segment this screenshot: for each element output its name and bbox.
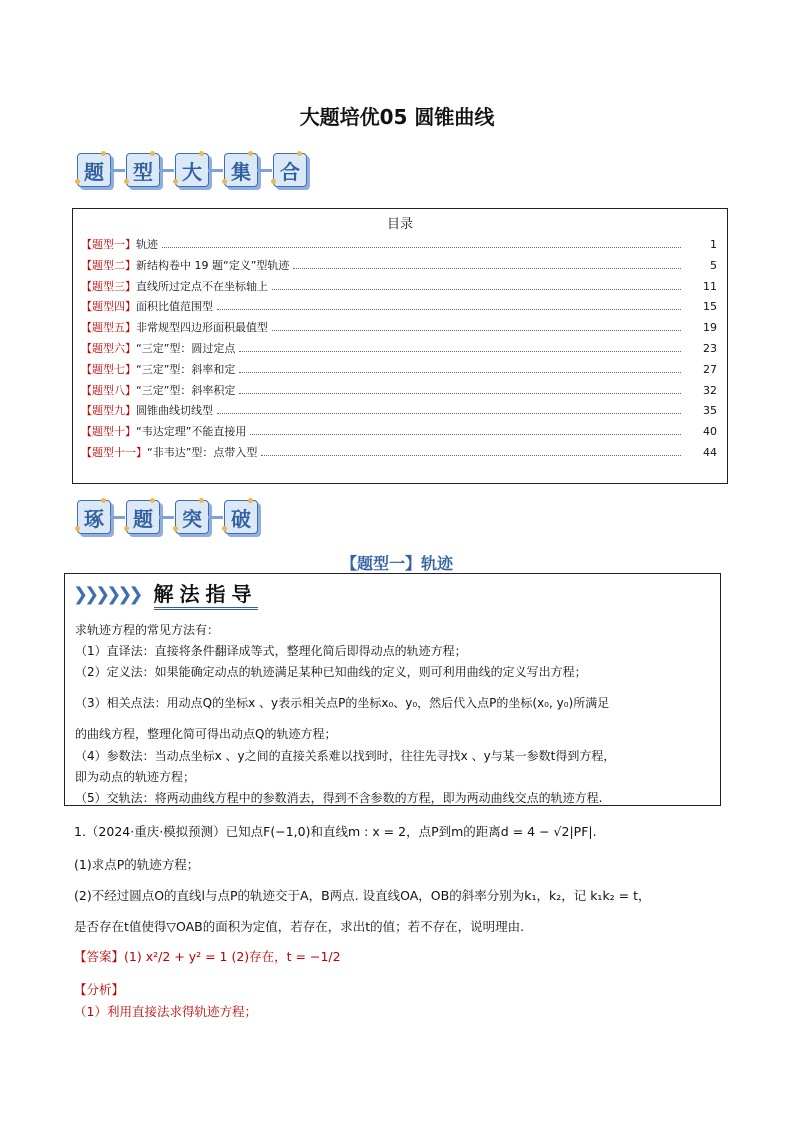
toc-row[interactable] [73, 340, 727, 361]
toc-page: 1 [710, 238, 717, 251]
toc-text: “非韦达”型：点带入型 [147, 445, 258, 459]
banner-char: 突 [182, 506, 202, 531]
toc-row[interactable] [73, 298, 727, 319]
toc-text: 新结构卷中 19 题“定义”型轨迹 [136, 258, 290, 272]
banner-char: 型 [133, 159, 153, 184]
toc-label: 【题型一】 [81, 238, 136, 251]
question-part-2a: (2)不经过圆点O的直线l与点P的轨迹交于A，B两点. 设直线OA，OB的斜率分别为k₁，k₂，记 k₁k₂ = t， [74, 888, 651, 903]
banner-tile [77, 500, 111, 534]
analysis-step-1: （1）利用直接法求得轨迹方程； [74, 1004, 257, 1019]
banner-char: 集 [231, 159, 251, 184]
section-title: 【题型一】轨迹 [340, 554, 453, 573]
banner-char: 题 [133, 506, 153, 531]
toc-row[interactable] [73, 319, 727, 340]
banner-tile [224, 153, 258, 187]
toc-leader [239, 393, 681, 394]
toc-leader [261, 455, 681, 456]
guide-method-3b: 的曲线方程，整理化简可得出动点Q的轨迹方程； [75, 727, 337, 741]
question-part-2b: 是否存在t值使得▽OAB的面积为定值，若存在，求出t的值；若不存在，说明理由. [74, 919, 525, 934]
banner-tile [273, 153, 307, 187]
toc-leader [239, 372, 681, 373]
toc-row[interactable] [73, 444, 727, 465]
toc-page: 5 [710, 258, 717, 272]
toc-leader [239, 351, 681, 352]
guide-intro: 求轨迹方程的常见方法有： [75, 623, 220, 637]
toc-text: “三定”型：圆过定点 [136, 341, 236, 355]
guide-header [65, 574, 720, 614]
banner-tile [175, 500, 209, 534]
guide-method-4b: 即为动点的轨迹方程； [75, 770, 196, 784]
toc-text: 轨迹 [136, 238, 158, 251]
page-title: 大题培优05 圆锥曲线 [299, 105, 495, 129]
toc-page: 32 [703, 383, 717, 397]
guide-method-2: （2）定义法：如果能确定动点的轨迹满足某种已知曲线的定义，则可利用曲线的定义写出方程； [75, 665, 587, 679]
guide-method-5: （5）交轨法：将两动曲线方程中的参数消去，得到不含参数的方程，即为两动曲线交点的轨迹方程. [75, 791, 603, 805]
toc-page: 11 [703, 279, 717, 293]
toc-page: 40 [703, 425, 717, 439]
toc-row[interactable] [73, 257, 727, 278]
toc-leader [162, 247, 681, 248]
toc-label: 【题型五】 [81, 321, 136, 335]
banner-tile [126, 153, 160, 187]
analysis-label-text: 【分析】 [74, 982, 125, 997]
answer-line [74, 947, 341, 965]
toc-page: 19 [703, 321, 717, 335]
banner-char: 题 [84, 159, 104, 184]
banner-tile [175, 153, 209, 187]
toc-leader [217, 413, 681, 414]
answer-label: 【答案】 [74, 949, 125, 964]
guide-method-1: （1）直译法：直接将条件翻译成等式，整理化简后即得动点的轨迹方程； [75, 644, 467, 658]
toc-label: 【题型三】 [81, 279, 136, 293]
toc-label: 【题型八】 [81, 383, 136, 397]
toc-row[interactable] [73, 402, 727, 423]
toc-text: “三定”型：斜率和定 [136, 362, 236, 376]
toc-row[interactable] [73, 382, 727, 403]
chevrons-icon: ❯❯❯❯❯❯ [73, 583, 140, 605]
toc-row[interactable] [73, 278, 727, 299]
toc-heading: 目录 [386, 217, 413, 232]
toc-page: 15 [703, 300, 717, 314]
toc-label: 【题型十一】 [81, 445, 147, 459]
banner-tile [77, 153, 111, 187]
answer-text: (1) x²/2 + y² = 1 (2)存在，t = −1/2 [124, 949, 341, 964]
toc-page: 23 [703, 341, 717, 355]
guide-method-4a: （4）参数法：当动点坐标x 、y之间的直接关系难以找到时，往往先寻找x 、y与某一参数t得到方程， [75, 749, 616, 763]
banner-tile [224, 500, 258, 534]
method-guide-box [64, 573, 721, 806]
toc-leader [250, 434, 681, 435]
banner-char: 破 [231, 506, 251, 531]
question-part-1: (1)求点P的轨迹方程； [74, 857, 200, 872]
banner-question-types [77, 153, 322, 187]
toc-leader [293, 268, 681, 269]
banner-char: 大 [182, 159, 202, 184]
banner-char: 琢 [84, 506, 104, 531]
toc-label: 【题型二】 [81, 258, 136, 272]
toc-label: 【题型六】 [81, 341, 136, 355]
banner-tile [126, 500, 160, 534]
toc-text: “韦达定理”不能直接用 [136, 425, 247, 439]
toc-page: 35 [703, 404, 717, 418]
banner-char: 合 [280, 159, 300, 184]
toc-label: 【题型七】 [81, 362, 136, 376]
toc-row[interactable] [73, 423, 727, 444]
toc-page: 44 [703, 445, 717, 459]
toc-text: 直线所过定点不在坐标轴上 [136, 279, 268, 293]
toc-text: “三定”型：斜率积定 [136, 383, 236, 397]
toc-leader [217, 309, 681, 310]
toc-leader [272, 330, 681, 331]
guide-label: 解法指导 [154, 578, 258, 610]
table-of-contents [72, 208, 728, 484]
toc-text: 面积比值范围型 [136, 300, 213, 314]
toc-label: 【题型四】 [81, 300, 136, 314]
toc-text: 非常规型四边形面积最值型 [136, 321, 268, 335]
guide-method-3a: （3）相关点法：用动点Q的坐标x 、y表示相关点P的坐标x₀、y₀，然后代入点P的坐标(x₀, y₀)所满足 [75, 696, 610, 710]
analysis-label [74, 980, 124, 998]
toc-label: 【题型十】 [81, 425, 136, 439]
toc-row[interactable] [73, 236, 727, 257]
toc-page: 27 [703, 362, 717, 376]
banner-problem-breakthrough [77, 500, 273, 534]
toc-row[interactable] [73, 361, 727, 382]
toc-leader [272, 289, 681, 290]
question-stem: 1.（2024·重庆·模拟预测）已知点F(−1,0)和直线m : x = 2，点P到m的距离d = 4 − √2|PF|. [74, 824, 597, 839]
toc-text: 圆锥曲线切线型 [136, 404, 213, 418]
toc-label: 【题型九】 [81, 404, 136, 418]
